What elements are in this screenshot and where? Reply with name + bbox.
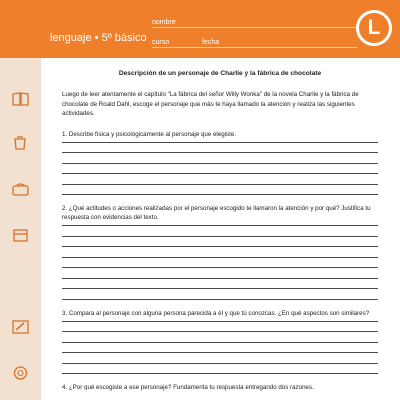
course-date-field[interactable] <box>152 34 357 48</box>
book-icon <box>12 92 29 106</box>
course-field-label: curso <box>152 39 170 46</box>
date-field-label: fecha <box>202 39 220 46</box>
answer-lines-1[interactable] <box>62 142 378 196</box>
question-1: 1. Describe física y psicológicamente al personaje que elegiste. <box>62 130 237 138</box>
sidebar <box>0 0 41 400</box>
question-3: 3. Compara al personaje con alguna persona parecida a él y que tú conozcas. ¿En qué aspectos son similares? <box>62 309 370 317</box>
question-2: 2. ¿Qué actitudes o acciones realizadas por el personaje escogido te llamaron la atención y por qué? Justifica tu respuesta con evidencias del texto. <box>62 205 371 221</box>
worksheet-title: Descripción de un personaje de Charlie y la fábrica de chocolate <box>118 70 322 77</box>
pencil-icon <box>12 320 29 334</box>
worksheet-intro: Luego de leer atentamente el capítulo "La fábrica del señor Willy Wonka" de la novela Charlie y la fábrica de chocolate de Roald Dahl, escoge el personaje que más te haya llamado la atención y realiza las siguientes actividades. <box>62 91 359 117</box>
phone-icon <box>12 182 29 196</box>
name-field-label: nombre <box>152 19 176 26</box>
answer-lines-2[interactable] <box>62 225 378 300</box>
student-info-fields <box>152 14 357 54</box>
name-field[interactable] <box>152 14 357 28</box>
subject-grade <box>50 32 147 44</box>
grade-label: 5º básico <box>101 32 147 44</box>
subject-logo <box>356 10 392 46</box>
worksheet-content <box>62 70 378 395</box>
question-4: 4. ¿Por qué escogiste a ese personaje? Fundamenta tu respuesta entregando dos razones. <box>62 384 314 391</box>
separator-dot: • <box>94 32 99 44</box>
answer-lines-3[interactable] <box>62 321 378 375</box>
box-icon <box>12 228 29 242</box>
coin-icon <box>12 366 29 380</box>
cup-icon <box>12 136 29 150</box>
logo-letter: L <box>367 16 381 39</box>
header-banner <box>0 0 400 58</box>
subject-label: lenguaje <box>50 32 92 44</box>
